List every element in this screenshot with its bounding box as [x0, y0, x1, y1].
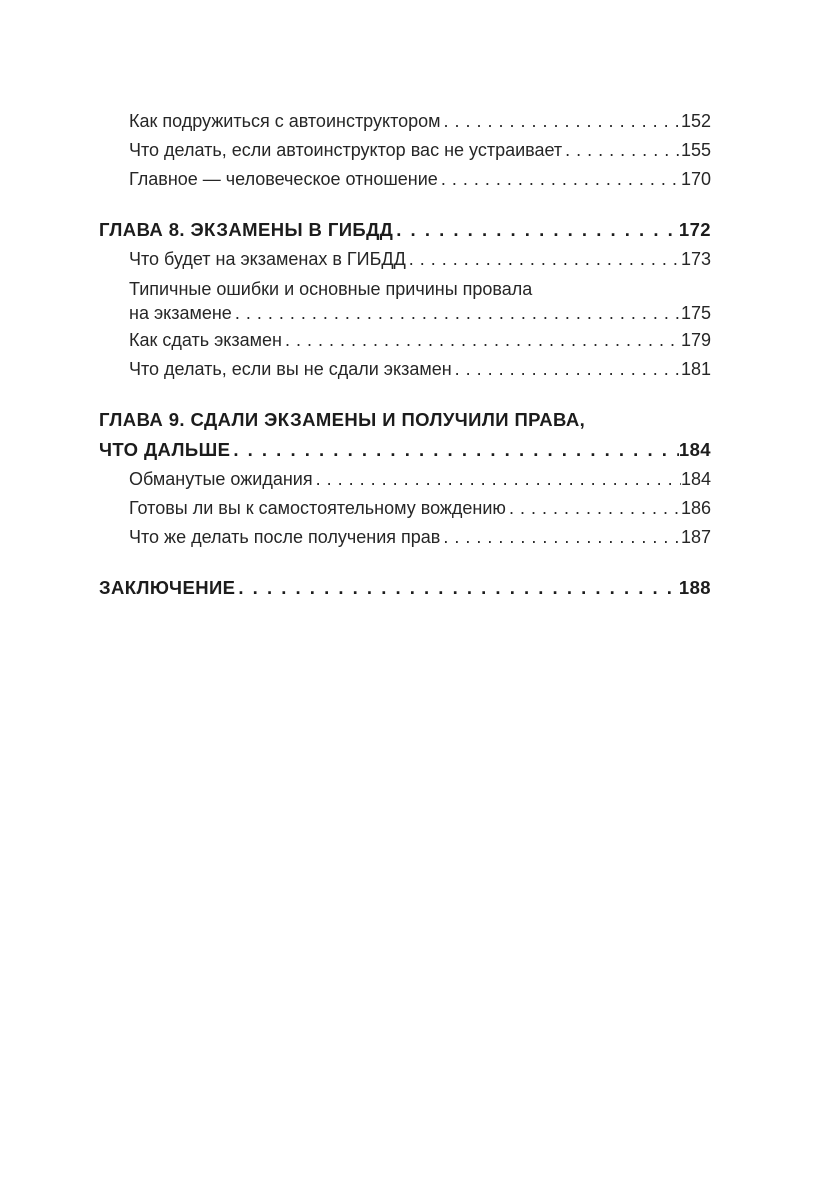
toc-chapter-heading — [99, 215, 711, 245]
toc-page-number: 181 — [680, 359, 711, 379]
toc-page-number: 184 — [678, 439, 711, 460]
dot-leader — [406, 245, 681, 274]
toc-entry — [129, 523, 711, 552]
dot-leader — [232, 300, 681, 326]
dot-leader — [506, 494, 681, 523]
toc-entry — [129, 326, 711, 355]
chapter-title: ЗАКЛЮЧЕНИЕ — [99, 577, 236, 598]
chapter-title-line2: ЧТО ДАЛЬШЕ — [99, 439, 231, 460]
toc-page-number: 187 — [680, 527, 711, 547]
dot-leader — [230, 435, 679, 465]
toc-entry — [129, 165, 711, 194]
toc-entry — [129, 136, 711, 165]
toc-entry-title: Что же делать после получения прав — [129, 527, 441, 547]
toc-page-number: 186 — [680, 498, 711, 518]
toc-entry-title: Что делать, если вы не сдали экзамен — [129, 359, 452, 379]
toc-page-number: 170 — [680, 169, 711, 189]
toc-entry-title: Как подружиться с автоинструктором — [129, 111, 441, 131]
dot-leader — [562, 136, 681, 165]
chapter-title: ГЛАВА 8. ЭКЗАМЕНЫ В ГИБДД — [99, 219, 394, 240]
toc-entry — [129, 107, 711, 136]
section-spacer — [99, 384, 711, 405]
toc-page-number: 152 — [680, 111, 711, 131]
toc-page-number: 179 — [680, 330, 711, 350]
toc-entry-title: Главное — человеческое отношение — [129, 169, 438, 189]
section-spacer — [99, 194, 711, 215]
dot-leader — [282, 326, 681, 355]
table-of-contents — [99, 107, 711, 603]
toc-page-number: 173 — [680, 249, 711, 269]
toc-page-number: 172 — [678, 219, 711, 240]
toc-page-number: 188 — [678, 577, 711, 598]
toc-entry-title: Готовы ли вы к самостоятельному вождению — [129, 498, 506, 518]
dot-leader — [235, 573, 679, 603]
toc-chapter-heading — [99, 435, 711, 465]
dot-leader — [452, 355, 681, 384]
toc-chapter-heading — [99, 573, 711, 603]
chapter-title-line1: ГЛАВА 9. СДАЛИ ЭКЗАМЕНЫ И ПОЛУЧИЛИ ПРАВА, — [99, 409, 586, 430]
section-spacer — [99, 552, 711, 573]
toc-entry — [129, 355, 711, 384]
dot-leader — [438, 165, 681, 194]
toc-entry — [129, 465, 711, 494]
toc-entry-title-line2: на экзамене — [129, 303, 232, 323]
toc-entry-title: Что делать, если автоинструктор вас не устраивает — [129, 140, 563, 160]
toc-entry-title: Как сдать экзамен — [129, 330, 282, 350]
toc-entry — [129, 494, 711, 523]
dot-leader — [441, 107, 681, 136]
toc-entry — [129, 300, 711, 326]
dot-leader — [313, 465, 681, 494]
toc-entry-title: Что будет на экзаменах в ГИБДД — [129, 249, 406, 269]
toc-page-number: 155 — [680, 140, 711, 160]
dot-leader — [393, 215, 679, 245]
toc-entry-title: Обманутые ожидания — [129, 469, 313, 489]
toc-entry — [129, 245, 711, 274]
toc-page-number: 175 — [680, 303, 711, 323]
toc-entry-title-line1: Типичные ошибки и основные причины провала — [129, 279, 533, 299]
toc-page-number: 184 — [680, 469, 711, 489]
dot-leader — [440, 523, 681, 552]
